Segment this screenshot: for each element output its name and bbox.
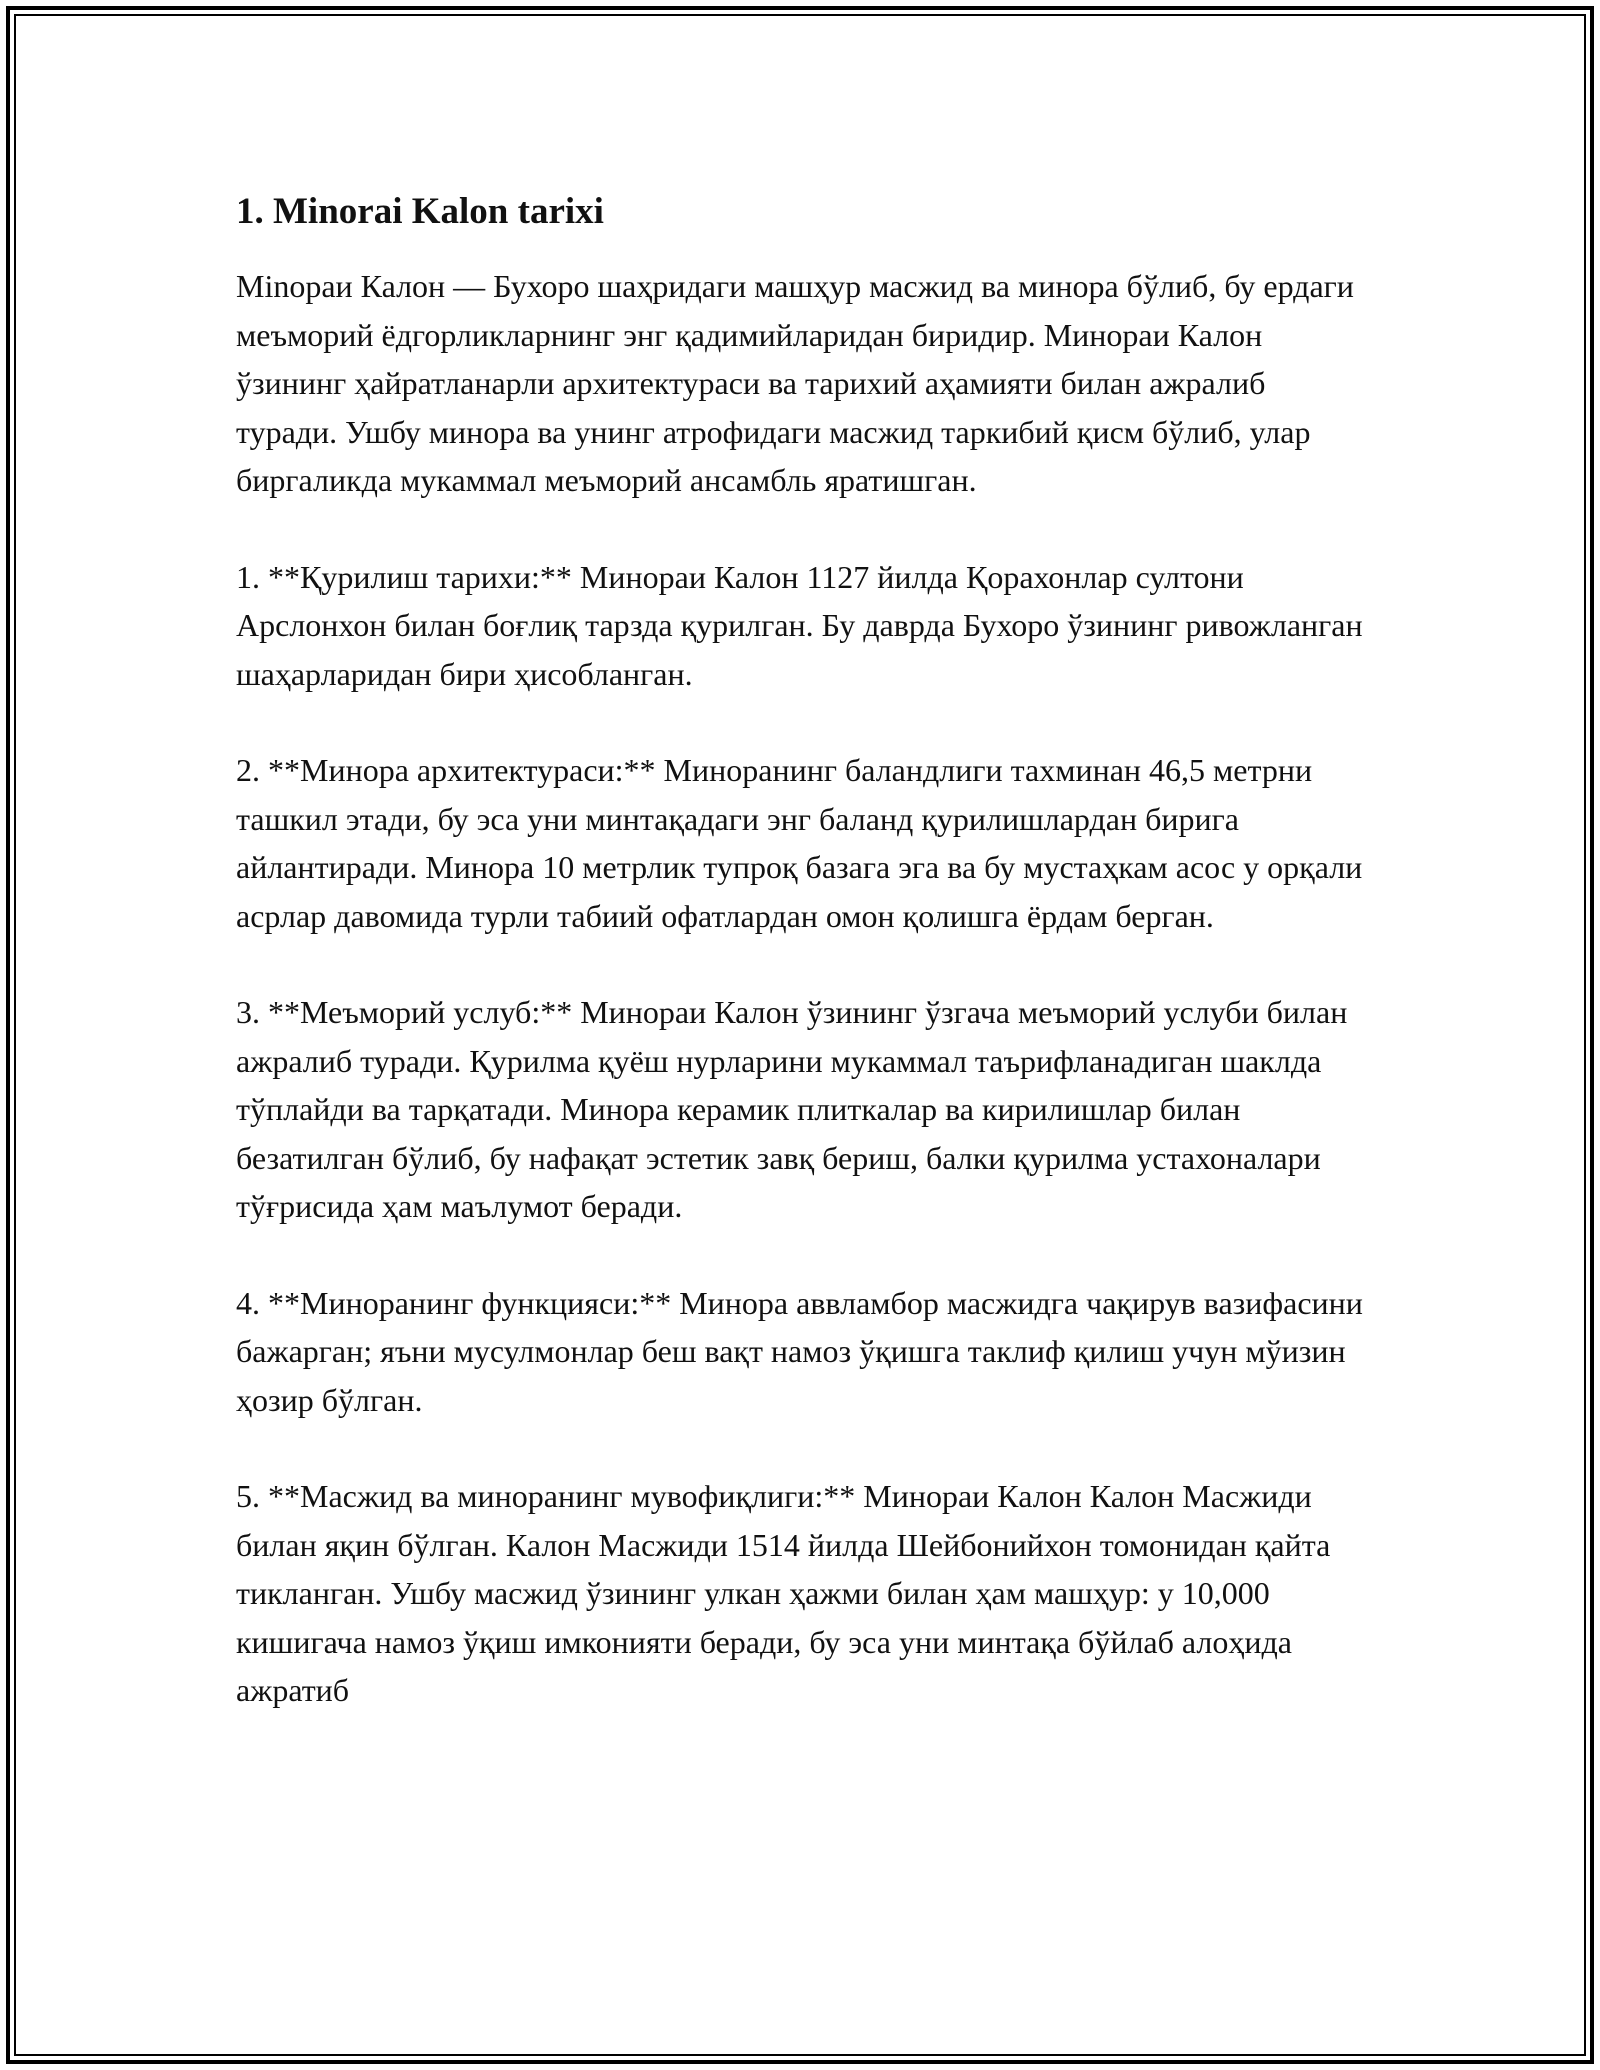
paragraph-intro: Мinораи Калон — Бухоро шаҳридаги машҳур масжид ва минора бўлиб, бу ердаги меъморий ёдгорликларнинг энг қадимийларидан биридир. Минораи Калон ўзининг ҳайратланарли архитектураси ва тарихий аҳамияти билан ажралиб туради. Ушбу минора ва унинг атрофидаги масжид таркибий қисм бўлиб, улар биргаликда мукаммал меъморий ансамбль яратишган. — [236, 268, 1354, 498]
paragraph-minaret-architecture: 2. **Минора архитектураси:** Миноранинг баландлиги тахминан 46,5 метрни ташкил этади, бу эса уни минтақадаги энг баланд қурилишлардан бирига айлантиради. Минора 10 метрлик тупроқ базага эга ва бу мустаҳкам асос у орқали асрлар давомида турли табиий офатлардан омон қолишга ёрдам берган. — [236, 752, 1363, 934]
paragraph-mosque-harmony: 5. **Масжид ва миноранинг мувофиқлиги:** Минораи Калон Калон Масжиди билан яқин бўлган. Калон Масжиди 1514 йилда Шейбонийхон томонидан қайта тикланган. Ушбу масжид ўзининг улкан ҳажми билан ҳам машҳур: у 10,000 кишигача намоз ўқиш имконияти беради, бу эса уни минтақа бўйлаб алоҳида ажратиб — [236, 1478, 1331, 1708]
document-title: 1. Minorai Kalon tarixi — [236, 191, 604, 232]
paragraph-architectural-style: 3. **Меъморий услуб:** Минораи Калон ўзининг ўзгача меъморий услуби билан ажралиб туради. Қурилма қуёш нурларини мукаммал таърифланадиган шаклда тўплайди ва тарқатади. Минора керамик плиткалар ва кирилишлар билан безатилган бўлиб, бу нафақат эстетик завқ бериш, балки қурилма устахоналари тўғрисида ҳам маълумот беради. — [236, 994, 1348, 1224]
document-body — [236, 186, 1366, 1763]
paragraph-minaret-function: 4. **Миноранинг функцияси:** Минора аввламбор масжидга чақирув вазифасини бажарган; яъни мусулмонлар беш вақт намоз ўқишга таклиф қилиш учун мўизин ҳозир бўлган. — [236, 1284, 1363, 1418]
paragraph-construction-history: 1. **Қурилиш тарихи:** Минораи Калон 1127 йилда Қорахонлар султони Арслонхон билан боғлиқ тарзда қурилган. Бу даврда Бухоро ўзининг ривожланган шаҳарларидан бири ҳисобланган. — [236, 558, 1363, 692]
